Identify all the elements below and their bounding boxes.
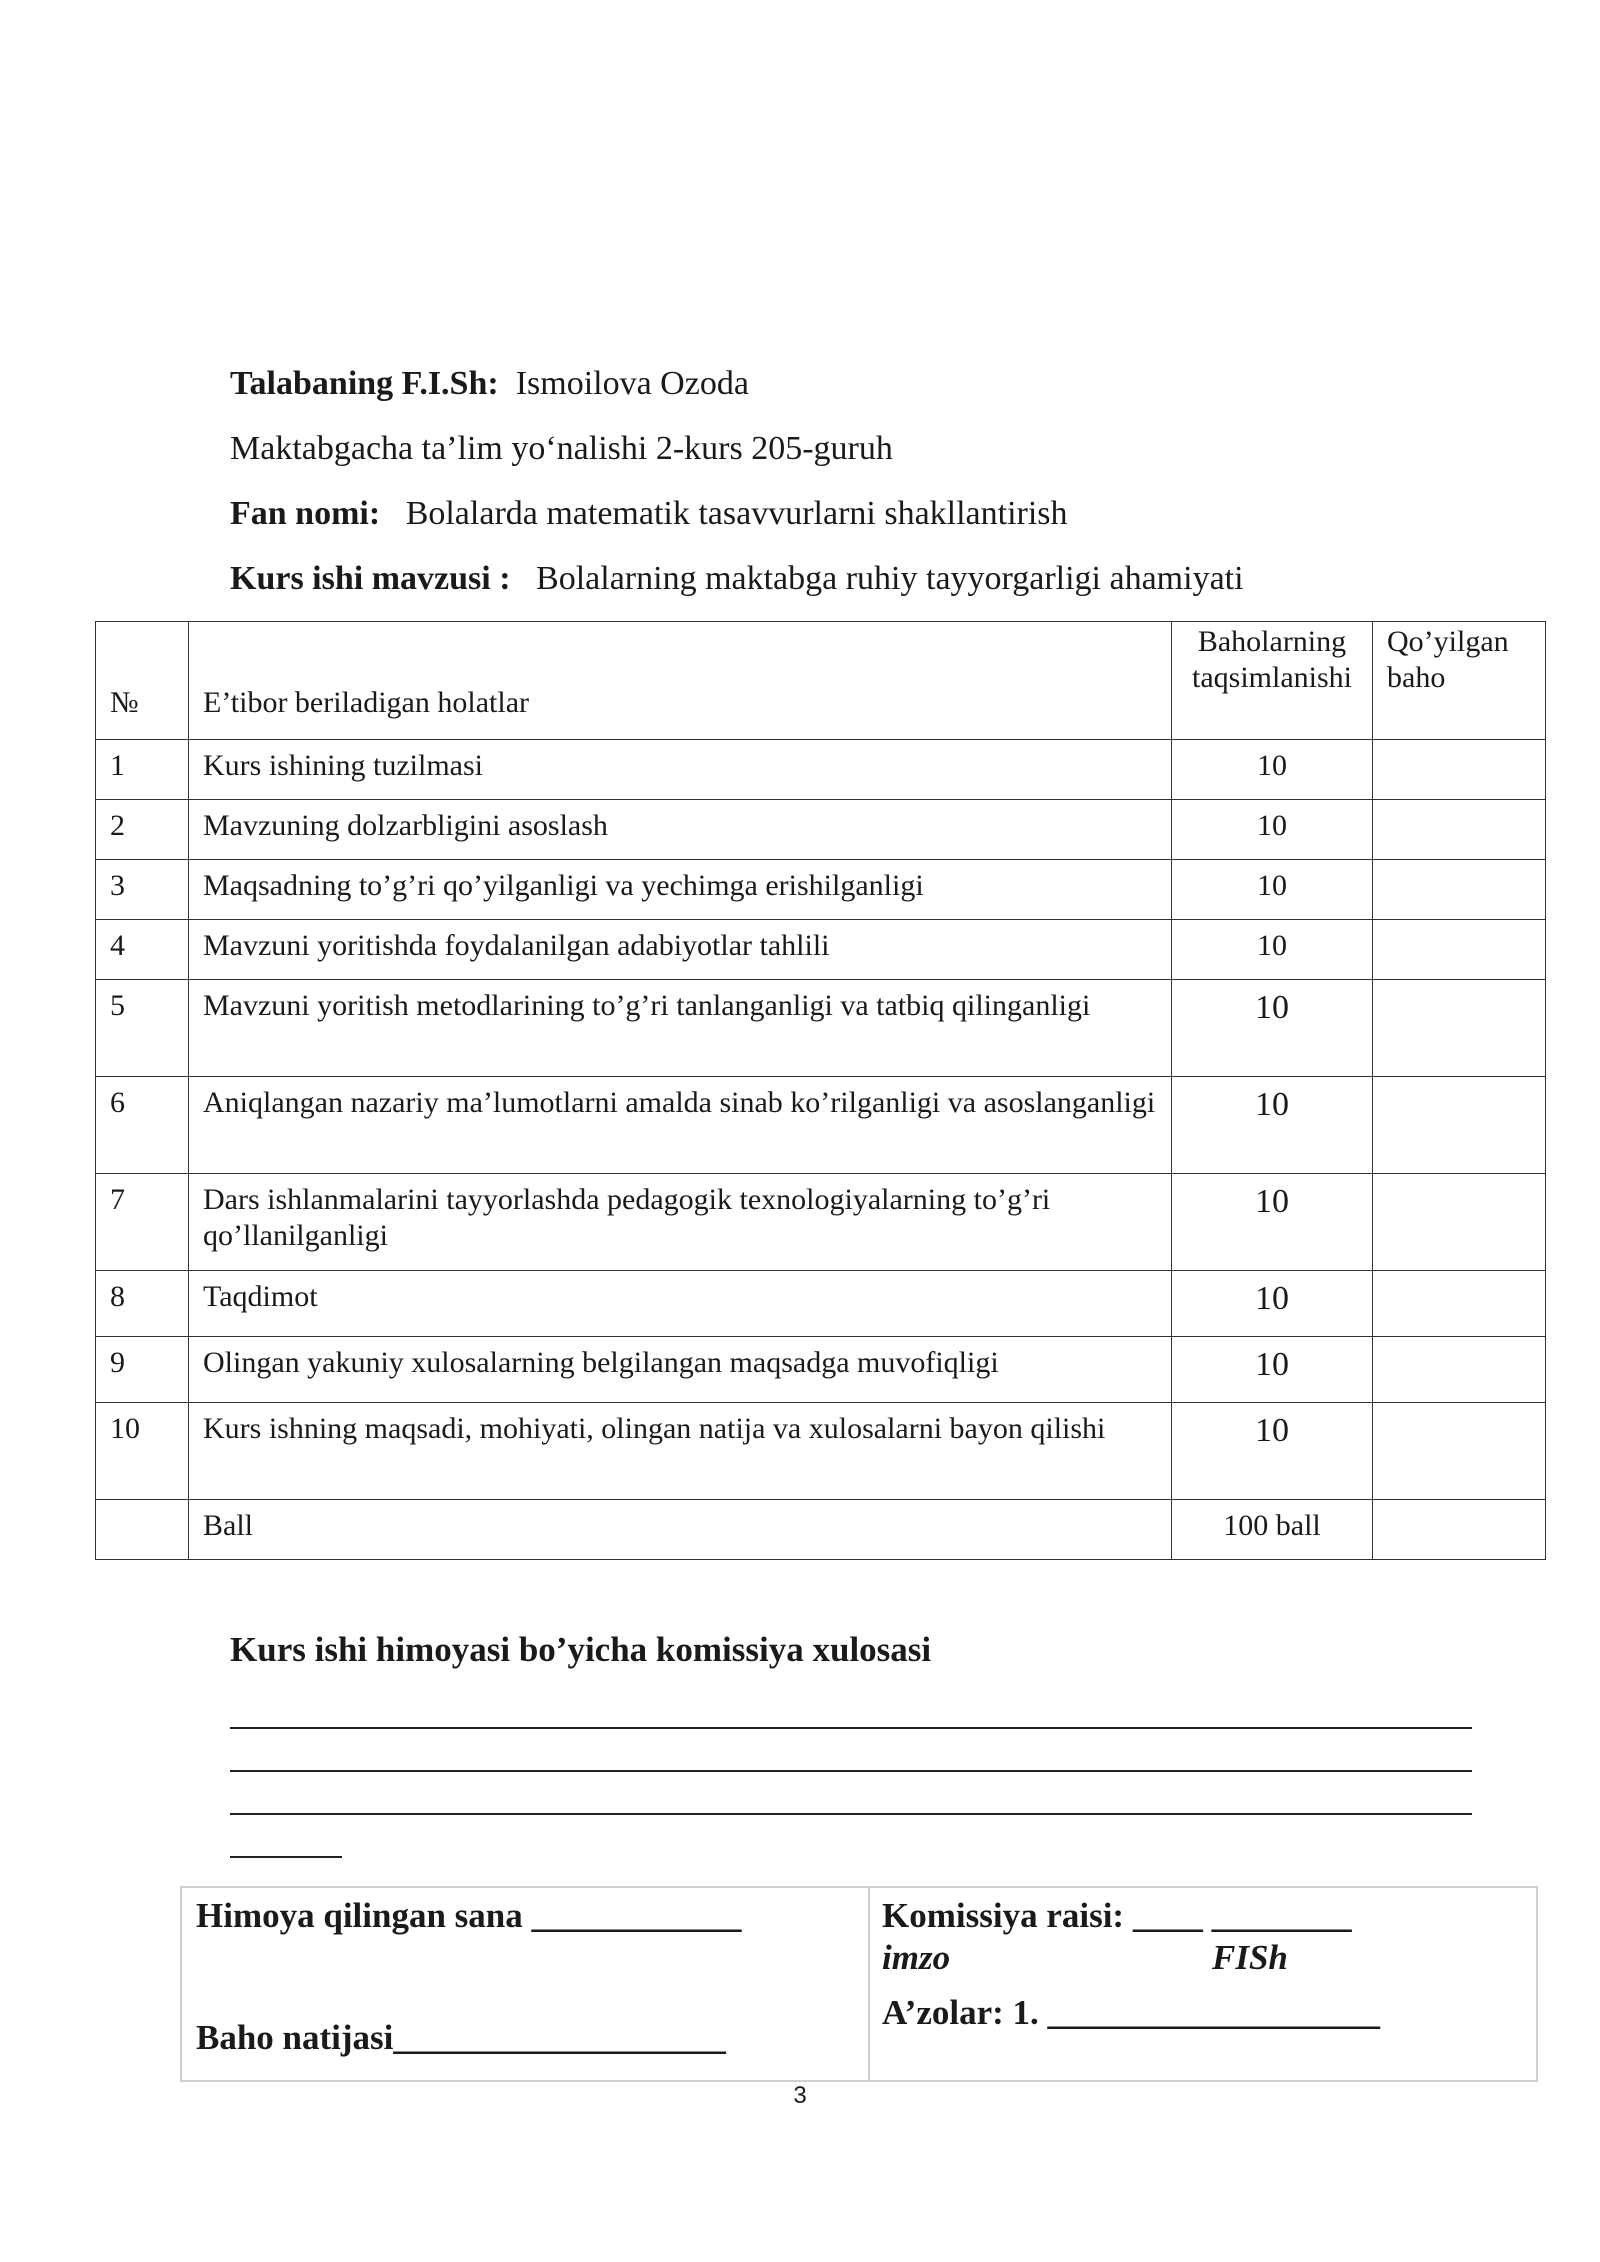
row-max-score: 10 [1172,980,1373,1077]
row-given-score[interactable] [1373,1403,1546,1500]
student-line [230,364,749,404]
header-given: Qo’yilgan baho [1373,622,1546,740]
row-given-score[interactable] [1373,1077,1546,1174]
row-criteria: Taqdimot [189,1271,1172,1337]
table-row [96,740,1546,800]
grade-result[interactable]: Baho natijasi___________________ [196,2018,726,2057]
header-criteria: E’tibor beriladigan holatlar [189,622,1172,740]
table-row [96,1337,1546,1403]
row-num: 7 [96,1174,189,1271]
signature-caption [882,1938,950,1978]
evaluation-table [95,621,1546,1560]
row-given-score[interactable] [1373,920,1546,980]
row-num: 9 [96,1337,189,1403]
row-criteria: Dars ishlanmalarini tayyorlashda pedagogik texnologiyalarning to’g’ri qo’llanilganligi [189,1174,1172,1271]
conclusion-line-4[interactable] [230,1856,342,1858]
row-given-score[interactable] [1373,1174,1546,1271]
row-criteria: Kurs ishning maqsadi, mohiyati, olingan natija va xulosalarni bayon qilishi [189,1403,1172,1500]
row-max-score: 10 [1172,1077,1373,1174]
signature-box [180,1886,1538,2082]
conclusion-line-1[interactable] [230,1727,1472,1729]
row-num: 6 [96,1077,189,1174]
row-num: 3 [96,860,189,920]
row-max-score: 10 [1172,1271,1373,1337]
row-criteria: Mavzuni yoritishda foydalanilgan adabiyotlar tahlili [189,920,1172,980]
subject-label: Fan nomi: [230,495,381,532]
commission-title: Kurs ishi himoyasi bo’yicha komissiya xulosasi [230,1630,932,1669]
row-num: 1 [96,740,189,800]
page-number: 3 [793,2082,807,2109]
table-row [96,1403,1546,1500]
signature-divider [868,1888,870,2080]
fish-caption-wrap [1212,1938,1288,1978]
row-given-score[interactable] [1373,860,1546,920]
row-criteria: Kurs ishining tuzilmasi [189,740,1172,800]
topic-line [230,559,1244,599]
header-distribution: Baholarning taqsimlanishi [1172,622,1373,740]
row-max-score: 10 [1172,1337,1373,1403]
row-num: 2 [96,800,189,860]
members-line[interactable]: A’zolar: 1. ___________________ [882,1993,1381,2032]
row-given-score[interactable] [1373,1337,1546,1403]
row-max-score: 10 [1172,740,1373,800]
subject-name: Bolalarda matematik tasavvurlarni shakllantirish [405,495,1068,532]
row-max-score: 10 [1172,860,1373,920]
table-row [96,1174,1546,1271]
table-row [96,920,1546,980]
total-given-score[interactable] [1373,1500,1546,1560]
fish-caption: FISh [1212,1938,1288,1977]
row-criteria: Maqsadning to’g’ri qo’yilganligi va yechimga erishilganligi [189,860,1172,920]
row-max-score: 10 [1172,800,1373,860]
table-total-row [96,1500,1546,1560]
row-max-score: 10 [1172,1403,1373,1500]
row-num: 10 [96,1403,189,1500]
direction-line: Maktabgacha ta’lim yo‘nalishi 2-kurs 205-guruh [230,430,893,467]
commission-chair[interactable]: Komissiya raisi: ____ ________ [882,1896,1352,1935]
row-num: 4 [96,920,189,980]
row-given-score[interactable] [1373,740,1546,800]
header-num: № [96,622,189,740]
table-row [96,1271,1546,1337]
table-row [96,800,1546,860]
table-row [96,860,1546,920]
row-criteria: Olingan yakuniy xulosalarning belgilangan maqsadga muvofiqligi [189,1337,1172,1403]
total-value: 100 ball [1172,1500,1373,1560]
row-given-score[interactable] [1373,980,1546,1077]
row-num: 8 [96,1271,189,1337]
conclusion-line-2[interactable] [230,1770,1472,1772]
row-criteria: Mavzuni yoritish metodlarining to’g’ri tanlanganligi va tatbiq qilinganligi [189,980,1172,1077]
student-name: Ismoilova Ozoda [515,365,749,402]
row-given-score[interactable] [1373,1271,1546,1337]
conclusion-line-3[interactable] [230,1813,1472,1815]
subject-line [230,494,1068,534]
topic-name: Bolalarning maktabga ruhiy tayyorgarligi ahamiyati [536,560,1244,597]
row-max-score: 10 [1172,1174,1373,1271]
total-label: Ball [189,1500,1172,1560]
row-criteria: Aniqlangan nazariy ma’lumotlarni amalda sinab ko’rilganligi va asoslanganligi [189,1077,1172,1174]
defense-date[interactable]: Himoya qilingan sana ____________ [196,1896,742,1935]
table-row [96,980,1546,1077]
row-criteria: Mavzuning dolzarbligini asoslash [189,800,1172,860]
table-row [96,1077,1546,1174]
row-num: 5 [96,980,189,1077]
total-num [96,1500,189,1560]
topic-label: Kurs ishi mavzusi : [230,560,511,597]
row-given-score[interactable] [1373,800,1546,860]
imzo-caption: imzo [882,1938,951,1977]
student-label: Talabaning F.I.Sh: [230,365,499,402]
table-header-row [96,622,1546,740]
row-max-score: 10 [1172,920,1373,980]
